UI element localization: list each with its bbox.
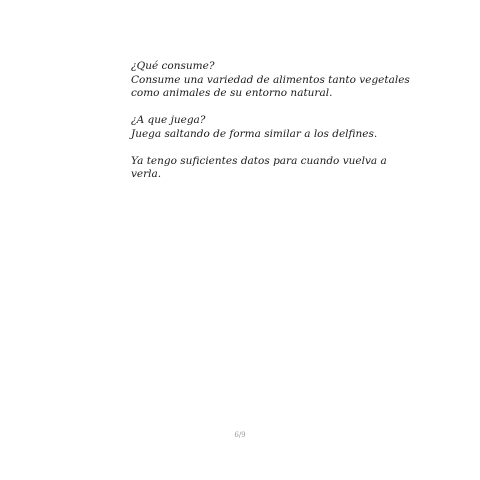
conclusion-line: verla. <box>131 168 162 180</box>
answer-line: Consume una variedad de alimentos tanto vegetales <box>131 73 410 86</box>
body-text <box>131 60 431 195</box>
question-line: ¿A que juega? <box>131 114 206 126</box>
answer-line: como animales de su entorno natural. <box>131 87 333 99</box>
paragraph-conclusion <box>131 155 431 182</box>
question-line: ¿Qué consume? <box>131 60 215 72</box>
page-number: 6/9 <box>234 431 246 439</box>
conclusion-line: Ya tengo suficientes datos para cuando vuelva a <box>131 154 387 167</box>
answer-line: Juega saltando de forma similar a los delfines. <box>131 127 378 140</box>
paragraph-diet <box>131 60 431 101</box>
paragraph-play <box>131 114 431 141</box>
